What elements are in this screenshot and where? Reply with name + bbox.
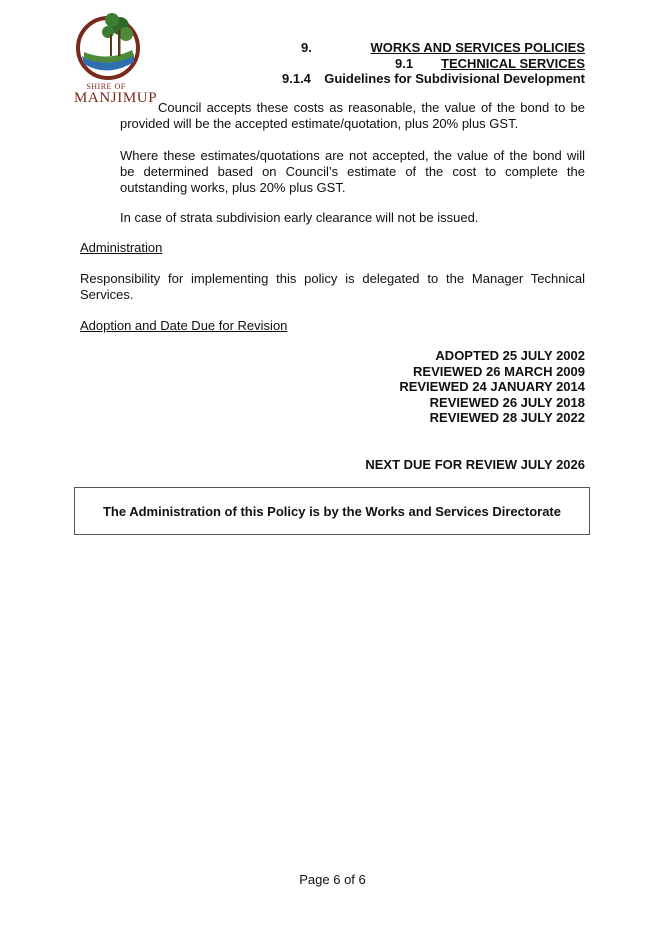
date-line: ADOPTED 25 JULY 2002 [435, 348, 585, 363]
section-number: 9. [301, 40, 312, 55]
page-number: Page 6 of 6 [299, 872, 366, 887]
date-line: REVIEWED 24 JANUARY 2014 [399, 379, 585, 394]
date-line: REVIEWED 26 JULY 2018 [429, 394, 585, 410]
paragraph-bond-costs: Council accepts these costs as reasonable, the value of the bond to be provided will be the accepted estimate/quotation, plus 20% plus GST. [120, 100, 585, 131]
logo-shire-label: SHIRE OF [86, 82, 126, 91]
paragraph-strata: In case of strata subdivision early clearance will not be issued. [120, 210, 479, 225]
review-dates [399, 348, 585, 426]
shire-logo [72, 10, 156, 110]
section-title: WORKS AND SERVICES POLICIES [370, 40, 585, 55]
policy-title: Guidelines for Subdivisional Development [324, 71, 585, 86]
administration-box [74, 487, 590, 535]
administration-text: Responsibility for implementing this policy is delegated to the Manager Technical Services. [80, 271, 585, 302]
date-line: REVIEWED 26 MARCH 2009 [413, 363, 585, 379]
administration-heading: Administration [80, 240, 163, 255]
administration-box-text: The Administration of this Policy is by the Works and Services Directorate [102, 503, 561, 519]
subsection-number: 9.1 [395, 56, 414, 71]
logo-emblem-icon [72, 10, 144, 84]
date-line: REVIEWED 28 JULY 2022 [429, 410, 585, 425]
logo-name: MANJIMUP [74, 90, 158, 106]
subsection-title: TECHNICAL SERVICES [441, 56, 585, 71]
next-review: NEXT DUE FOR REVIEW JULY 2026 [365, 457, 585, 472]
paragraph-estimates: Where these estimates/quotations are not accepted, the value of the bond will be determined based on Council’s estimate of the cost to complete the outstanding works, plus 20% plus GST. [120, 148, 585, 195]
adoption-heading: Adoption and Date Due for Revision [80, 318, 288, 333]
policy-number: 9.1.4 [282, 71, 311, 86]
